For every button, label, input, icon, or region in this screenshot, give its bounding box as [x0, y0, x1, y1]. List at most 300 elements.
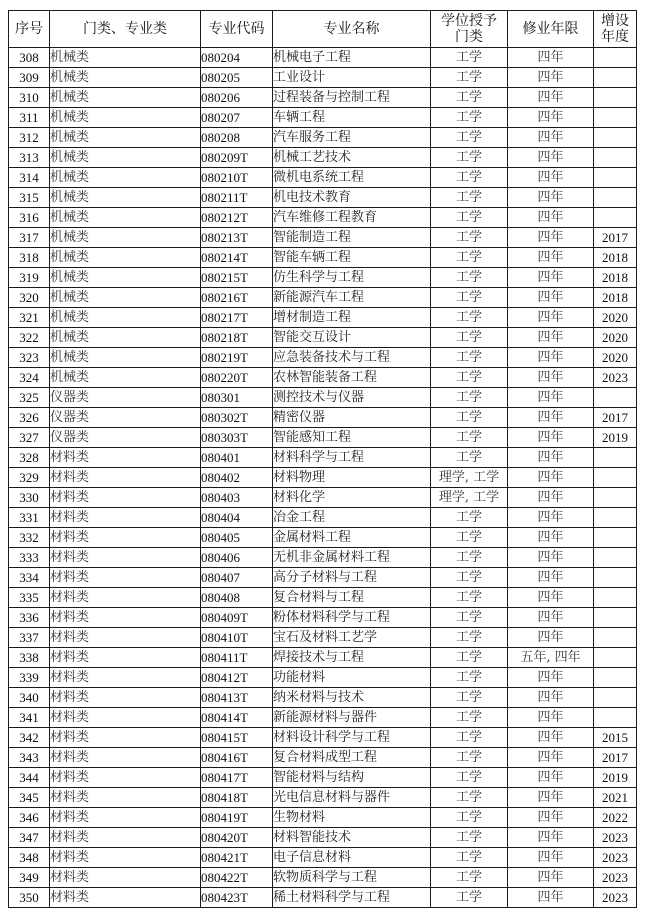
cell-category: 材料类 — [50, 448, 201, 468]
cell-name: 无机非金属材料工程 — [273, 548, 431, 568]
cell-no: 326 — [9, 408, 50, 428]
cell-degree: 工学 — [431, 88, 508, 108]
cell-added-year — [594, 548, 637, 568]
cell-no: 345 — [9, 788, 50, 808]
cell-no: 341 — [9, 708, 50, 728]
cell-degree: 工学 — [431, 708, 508, 728]
cell-code: 080215T — [201, 268, 273, 288]
cell-category: 机械类 — [50, 348, 201, 368]
table-row — [9, 388, 637, 408]
cell-category: 材料类 — [50, 708, 201, 728]
cell-name: 焊接技术与工程 — [273, 648, 431, 668]
cell-category: 机械类 — [50, 108, 201, 128]
header-degree-line2: 门类 — [455, 29, 483, 45]
cell-years: 四年 — [508, 668, 594, 688]
cell-no: 344 — [9, 768, 50, 788]
cell-years: 四年 — [508, 128, 594, 148]
cell-category: 材料类 — [50, 548, 201, 568]
cell-degree: 工学 — [431, 208, 508, 228]
cell-degree: 工学 — [431, 188, 508, 208]
cell-category: 机械类 — [50, 88, 201, 108]
cell-code: 080402 — [201, 468, 273, 488]
cell-added-year — [594, 508, 637, 528]
cell-degree: 工学 — [431, 868, 508, 888]
cell-no: 328 — [9, 448, 50, 468]
cell-code: 080214T — [201, 248, 273, 268]
cell-name: 功能材料 — [273, 668, 431, 688]
cell-added-year — [594, 48, 637, 68]
cell-no: 321 — [9, 308, 50, 328]
cell-name: 稀土材料科学与工程 — [273, 888, 431, 908]
cell-code: 080414T — [201, 708, 273, 728]
cell-degree: 工学 — [431, 608, 508, 628]
cell-name: 汽车服务工程 — [273, 128, 431, 148]
table-row — [9, 668, 637, 688]
cell-category: 机械类 — [50, 328, 201, 348]
cell-name: 智能材料与结构 — [273, 768, 431, 788]
cell-added-year — [594, 108, 637, 128]
cell-category: 机械类 — [50, 208, 201, 228]
cell-no: 324 — [9, 368, 50, 388]
cell-added-year — [594, 168, 637, 188]
cell-name: 光电信息材料与器件 — [273, 788, 431, 808]
cell-name: 新能源材料与器件 — [273, 708, 431, 728]
cell-code: 080416T — [201, 748, 273, 768]
cell-degree: 工学 — [431, 168, 508, 188]
cell-years: 四年 — [508, 868, 594, 888]
cell-name: 车辆工程 — [273, 108, 431, 128]
cell-no: 340 — [9, 688, 50, 708]
cell-years: 四年 — [508, 588, 594, 608]
cell-years: 四年 — [508, 368, 594, 388]
cell-no: 323 — [9, 348, 50, 368]
cell-code: 080205 — [201, 68, 273, 88]
cell-name: 金属材料工程 — [273, 528, 431, 548]
cell-added-year: 2017 — [594, 228, 637, 248]
cell-name: 粉体材料科学与工程 — [273, 608, 431, 628]
table-row — [9, 328, 637, 348]
cell-code: 080403 — [201, 488, 273, 508]
cell-code: 080213T — [201, 228, 273, 248]
table-row — [9, 808, 637, 828]
cell-no: 319 — [9, 268, 50, 288]
cell-no: 339 — [9, 668, 50, 688]
header-code: 专业代码 — [201, 11, 273, 48]
cell-degree: 工学 — [431, 548, 508, 568]
cell-degree: 工学 — [431, 48, 508, 68]
cell-code: 080301 — [201, 388, 273, 408]
majors-table — [8, 10, 637, 908]
cell-code: 080409T — [201, 608, 273, 628]
cell-years: 四年 — [508, 348, 594, 368]
table-row — [9, 468, 637, 488]
cell-name: 软物质科学与工程 — [273, 868, 431, 888]
cell-category: 材料类 — [50, 808, 201, 828]
cell-code: 080419T — [201, 808, 273, 828]
cell-category: 机械类 — [50, 48, 201, 68]
header-row — [9, 11, 637, 48]
header-added-year — [594, 11, 637, 48]
cell-category: 材料类 — [50, 648, 201, 668]
cell-code: 080405 — [201, 528, 273, 548]
cell-added-year: 2019 — [594, 768, 637, 788]
cell-category: 材料类 — [50, 628, 201, 648]
cell-no: 338 — [9, 648, 50, 668]
header-category: 门类、专业类 — [50, 11, 201, 48]
cell-years: 四年 — [508, 568, 594, 588]
cell-years: 四年 — [508, 308, 594, 328]
cell-code: 080207 — [201, 108, 273, 128]
cell-no: 311 — [9, 108, 50, 128]
cell-category: 机械类 — [50, 368, 201, 388]
table-row — [9, 128, 637, 148]
cell-years: 四年 — [508, 848, 594, 868]
table-row — [9, 548, 637, 568]
cell-name: 宝石及材料工艺学 — [273, 628, 431, 648]
cell-category: 材料类 — [50, 528, 201, 548]
cell-added-year — [594, 128, 637, 148]
cell-years: 四年 — [508, 168, 594, 188]
cell-name: 农林智能装备工程 — [273, 368, 431, 388]
cell-category: 材料类 — [50, 668, 201, 688]
cell-degree: 工学 — [431, 748, 508, 768]
cell-no: 313 — [9, 148, 50, 168]
cell-name: 汽车维修工程教育 — [273, 208, 431, 228]
cell-degree: 工学 — [431, 588, 508, 608]
cell-degree: 工学 — [431, 308, 508, 328]
cell-code: 080423T — [201, 888, 273, 908]
cell-code: 080413T — [201, 688, 273, 708]
cell-years: 四年 — [508, 108, 594, 128]
cell-degree: 工学 — [431, 348, 508, 368]
table-row — [9, 348, 637, 368]
cell-category: 材料类 — [50, 468, 201, 488]
table-row — [9, 168, 637, 188]
cell-no: 318 — [9, 248, 50, 268]
cell-name: 电子信息材料 — [273, 848, 431, 868]
cell-code: 080216T — [201, 288, 273, 308]
cell-code: 080408 — [201, 588, 273, 608]
cell-category: 材料类 — [50, 748, 201, 768]
table-row — [9, 528, 637, 548]
cell-category: 材料类 — [50, 688, 201, 708]
table-row — [9, 508, 637, 528]
cell-no: 312 — [9, 128, 50, 148]
table-row — [9, 608, 637, 628]
cell-category: 材料类 — [50, 868, 201, 888]
cell-years: 四年 — [508, 248, 594, 268]
cell-code: 080212T — [201, 208, 273, 228]
cell-added-year: 2023 — [594, 368, 637, 388]
cell-degree: 工学 — [431, 248, 508, 268]
cell-code: 080208 — [201, 128, 273, 148]
table-row — [9, 788, 637, 808]
cell-category: 材料类 — [50, 568, 201, 588]
cell-added-year — [594, 208, 637, 228]
cell-added-year — [594, 488, 637, 508]
cell-years: 四年 — [508, 488, 594, 508]
cell-years: 四年 — [508, 148, 594, 168]
table-row — [9, 648, 637, 668]
table-row — [9, 848, 637, 868]
table-row — [9, 768, 637, 788]
cell-no: 335 — [9, 588, 50, 608]
cell-no: 327 — [9, 428, 50, 448]
cell-years: 四年 — [508, 528, 594, 548]
cell-added-year: 2018 — [594, 288, 637, 308]
cell-no: 310 — [9, 88, 50, 108]
cell-no: 343 — [9, 748, 50, 768]
cell-name: 生物材料 — [273, 808, 431, 828]
cell-no: 320 — [9, 288, 50, 308]
cell-no: 315 — [9, 188, 50, 208]
cell-no: 333 — [9, 548, 50, 568]
cell-name: 精密仪器 — [273, 408, 431, 428]
cell-no: 317 — [9, 228, 50, 248]
cell-degree: 工学 — [431, 268, 508, 288]
cell-added-year: 2020 — [594, 308, 637, 328]
cell-degree: 工学 — [431, 788, 508, 808]
cell-name: 智能感知工程 — [273, 428, 431, 448]
cell-category: 机械类 — [50, 288, 201, 308]
cell-no: 348 — [9, 848, 50, 868]
table-body — [9, 48, 637, 908]
table-row — [9, 228, 637, 248]
cell-years: 四年 — [508, 48, 594, 68]
cell-code: 080417T — [201, 768, 273, 788]
cell-added-year: 2017 — [594, 408, 637, 428]
cell-code: 080206 — [201, 88, 273, 108]
cell-degree: 工学 — [431, 228, 508, 248]
cell-degree: 工学 — [431, 328, 508, 348]
cell-years: 四年 — [508, 828, 594, 848]
table-row — [9, 68, 637, 88]
cell-added-year — [594, 388, 637, 408]
cell-years: 四年 — [508, 208, 594, 228]
table-row — [9, 708, 637, 728]
cell-code: 080210T — [201, 168, 273, 188]
cell-name: 机械电子工程 — [273, 48, 431, 68]
cell-years: 四年 — [508, 68, 594, 88]
cell-no: 334 — [9, 568, 50, 588]
cell-degree: 工学 — [431, 408, 508, 428]
cell-years: 四年 — [508, 708, 594, 728]
cell-code: 080303T — [201, 428, 273, 448]
cell-added-year — [594, 668, 637, 688]
table-row — [9, 88, 637, 108]
cell-name: 智能车辆工程 — [273, 248, 431, 268]
cell-category: 材料类 — [50, 608, 201, 628]
cell-added-year: 2023 — [594, 848, 637, 868]
cell-category: 材料类 — [50, 588, 201, 608]
cell-years: 四年 — [508, 888, 594, 908]
cell-added-year — [594, 468, 637, 488]
cell-code: 080406 — [201, 548, 273, 568]
table-row — [9, 48, 637, 68]
cell-no: 325 — [9, 388, 50, 408]
cell-years: 四年 — [508, 728, 594, 748]
table-row — [9, 268, 637, 288]
cell-added-year: 2021 — [594, 788, 637, 808]
cell-years: 四年 — [508, 428, 594, 448]
cell-no: 314 — [9, 168, 50, 188]
cell-degree: 工学 — [431, 648, 508, 668]
cell-code: 080218T — [201, 328, 273, 348]
table-row — [9, 428, 637, 448]
cell-name: 微机电系统工程 — [273, 168, 431, 188]
cell-degree: 工学 — [431, 888, 508, 908]
cell-years: 五年, 四年 — [508, 648, 594, 668]
cell-name: 机电技术教育 — [273, 188, 431, 208]
table-row — [9, 308, 637, 328]
cell-no: 337 — [9, 628, 50, 648]
cell-degree: 工学 — [431, 728, 508, 748]
table-header — [9, 11, 637, 48]
table-row — [9, 588, 637, 608]
cell-years: 四年 — [508, 448, 594, 468]
cell-degree: 工学 — [431, 148, 508, 168]
cell-degree: 工学 — [431, 388, 508, 408]
cell-degree: 工学 — [431, 848, 508, 868]
table-row — [9, 888, 637, 908]
header-years: 修业年限 — [508, 11, 594, 48]
cell-added-year — [594, 68, 637, 88]
cell-no: 336 — [9, 608, 50, 628]
cell-category: 材料类 — [50, 848, 201, 868]
cell-category: 机械类 — [50, 68, 201, 88]
cell-degree: 工学 — [431, 108, 508, 128]
cell-code: 080219T — [201, 348, 273, 368]
cell-degree: 工学 — [431, 508, 508, 528]
cell-no: 330 — [9, 488, 50, 508]
cell-name: 冶金工程 — [273, 508, 431, 528]
cell-years: 四年 — [508, 628, 594, 648]
cell-category: 材料类 — [50, 828, 201, 848]
cell-added-year: 2020 — [594, 328, 637, 348]
header-added-line2: 年度 — [601, 29, 629, 45]
cell-years: 四年 — [508, 788, 594, 808]
cell-category: 材料类 — [50, 888, 201, 908]
cell-code: 080411T — [201, 648, 273, 668]
cell-category: 机械类 — [50, 168, 201, 188]
cell-years: 四年 — [508, 608, 594, 628]
header-degree — [431, 11, 508, 48]
cell-degree: 理学, 工学 — [431, 488, 508, 508]
cell-added-year: 2019 — [594, 428, 637, 448]
cell-degree: 工学 — [431, 368, 508, 388]
cell-no: 331 — [9, 508, 50, 528]
cell-category: 机械类 — [50, 148, 201, 168]
cell-years: 四年 — [508, 88, 594, 108]
table-row — [9, 148, 637, 168]
cell-years: 四年 — [508, 228, 594, 248]
cell-no: 322 — [9, 328, 50, 348]
cell-added-year — [594, 528, 637, 548]
cell-category: 机械类 — [50, 248, 201, 268]
cell-no: 316 — [9, 208, 50, 228]
cell-name: 测控技术与仪器 — [273, 388, 431, 408]
cell-years: 四年 — [508, 268, 594, 288]
cell-code: 080302T — [201, 408, 273, 428]
cell-name: 智能交互设计 — [273, 328, 431, 348]
cell-no: 342 — [9, 728, 50, 748]
cell-no: 350 — [9, 888, 50, 908]
cell-added-year: 2018 — [594, 268, 637, 288]
cell-name: 机械工艺技术 — [273, 148, 431, 168]
cell-degree: 工学 — [431, 448, 508, 468]
cell-years: 四年 — [508, 808, 594, 828]
cell-no: 347 — [9, 828, 50, 848]
cell-added-year — [594, 648, 637, 668]
cell-degree: 工学 — [431, 68, 508, 88]
cell-added-year: 2020 — [594, 348, 637, 368]
cell-name: 智能制造工程 — [273, 228, 431, 248]
cell-added-year: 2018 — [594, 248, 637, 268]
cell-years: 四年 — [508, 188, 594, 208]
cell-name: 增材制造工程 — [273, 308, 431, 328]
cell-category: 材料类 — [50, 768, 201, 788]
cell-code: 080415T — [201, 728, 273, 748]
cell-code: 080204 — [201, 48, 273, 68]
cell-code: 080220T — [201, 368, 273, 388]
cell-name: 复合材料成型工程 — [273, 748, 431, 768]
table-row — [9, 828, 637, 848]
cell-years: 四年 — [508, 388, 594, 408]
cell-added-year — [594, 608, 637, 628]
cell-code: 080209T — [201, 148, 273, 168]
cell-no: 308 — [9, 48, 50, 68]
cell-years: 四年 — [508, 468, 594, 488]
cell-years: 四年 — [508, 328, 594, 348]
cell-name: 材料设计科学与工程 — [273, 728, 431, 748]
cell-years: 四年 — [508, 408, 594, 428]
cell-category: 仪器类 — [50, 428, 201, 448]
cell-code: 080410T — [201, 628, 273, 648]
cell-degree: 工学 — [431, 828, 508, 848]
header-degree-line1: 学位授予 — [441, 13, 497, 29]
cell-degree: 工学 — [431, 528, 508, 548]
cell-code: 080211T — [201, 188, 273, 208]
table-row — [9, 408, 637, 428]
cell-degree: 工学 — [431, 568, 508, 588]
cell-category: 机械类 — [50, 128, 201, 148]
cell-degree: 工学 — [431, 288, 508, 308]
cell-no: 332 — [9, 528, 50, 548]
cell-name: 新能源汽车工程 — [273, 288, 431, 308]
cell-code: 080404 — [201, 508, 273, 528]
cell-category: 机械类 — [50, 228, 201, 248]
cell-no: 346 — [9, 808, 50, 828]
cell-name: 纳米材料与技术 — [273, 688, 431, 708]
cell-category: 机械类 — [50, 308, 201, 328]
cell-years: 四年 — [508, 508, 594, 528]
cell-name: 材料科学与工程 — [273, 448, 431, 468]
cell-degree: 理学, 工学 — [431, 468, 508, 488]
header-name: 专业名称 — [273, 11, 431, 48]
cell-category: 材料类 — [50, 488, 201, 508]
table-row — [9, 188, 637, 208]
cell-added-year — [594, 188, 637, 208]
cell-code: 080420T — [201, 828, 273, 848]
cell-added-year: 2023 — [594, 888, 637, 908]
cell-code: 080401 — [201, 448, 273, 468]
cell-category: 仪器类 — [50, 388, 201, 408]
cell-code: 080412T — [201, 668, 273, 688]
cell-code: 080422T — [201, 868, 273, 888]
cell-name: 复合材料与工程 — [273, 588, 431, 608]
cell-category: 材料类 — [50, 728, 201, 748]
header-no: 序号 — [9, 11, 50, 48]
